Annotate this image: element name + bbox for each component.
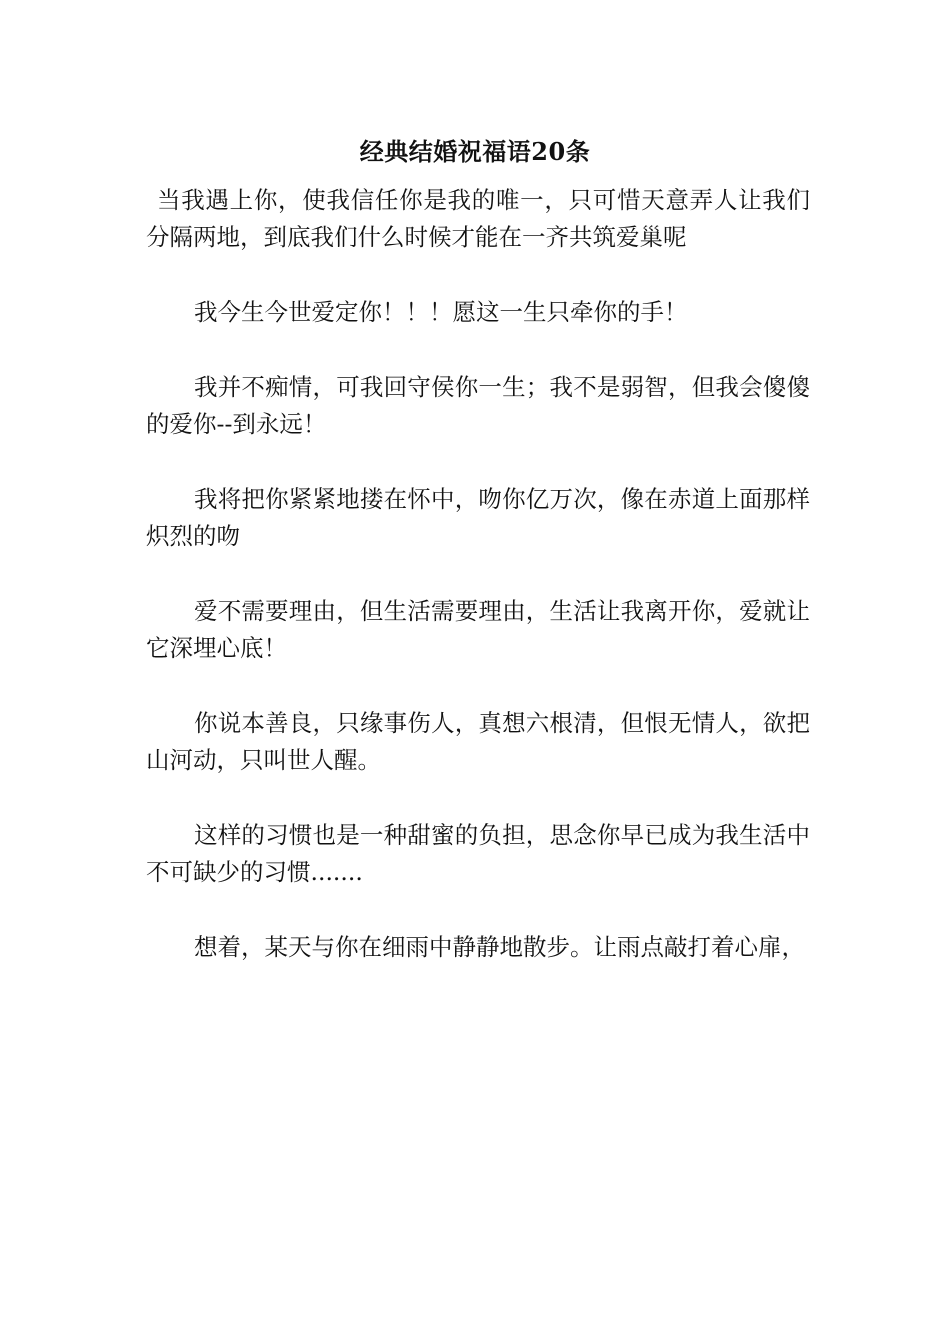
paragraph: 我将把你紧紧地搂在怀中，吻你亿万次，像在赤道上面那样炽烈的吻 <box>146 485 810 550</box>
paragraph: 爱不需要理由，但生活需要理由，生活让我离开你，爱就让它深埋心底！ <box>146 597 810 662</box>
paragraph: 这样的习惯也是一种甜蜜的负担，思念你早已成为我生活中不可缺少的习惯....... <box>146 821 810 886</box>
paragraph: 当我遇上你，使我信任你是我的唯一，只可惜天意弄人让我们分隔两地，到底我们什么时候才能在一齐共筑爱巢呢 <box>146 186 810 251</box>
paragraph: 想着，某天与你在细雨中静静地散步。让雨点敲打着心扉， <box>194 933 805 961</box>
paragraph: 我今生今世爱定你！！！愿这一生只牵你的手！ <box>194 298 688 326</box>
paragraph: 你说本善良，只缘事伤人，真想六根清，但恨无情人，欲把山河动，只叫世人醒。 <box>146 709 810 774</box>
document-body <box>146 182 810 1004</box>
paragraph: 我并不痴情，可我回守侯你一生；我不是弱智，但我会傻傻的爱你--到永远！ <box>146 373 810 438</box>
document-title: 经典结婚祝福语20条 <box>359 137 591 166</box>
